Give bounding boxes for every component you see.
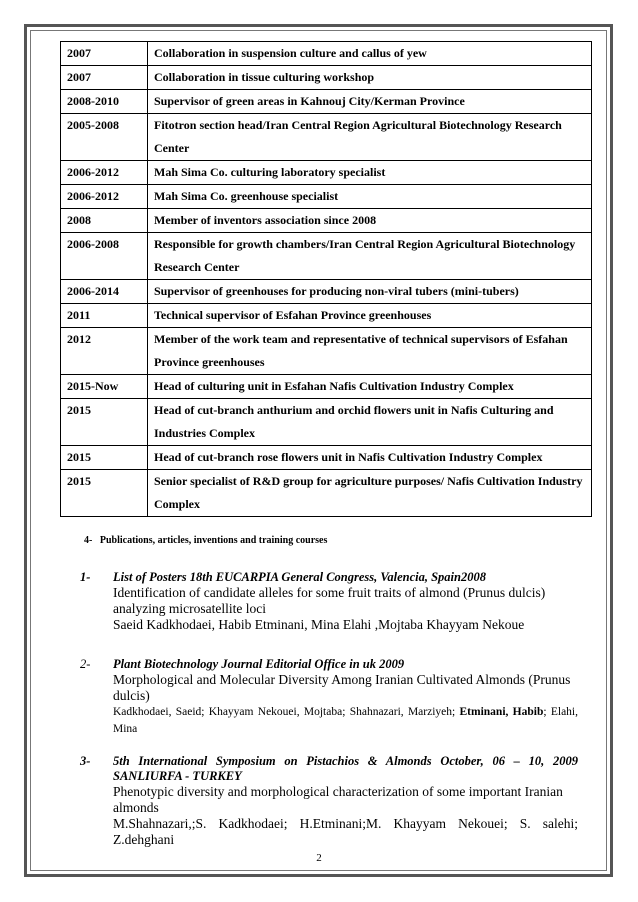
table-row bbox=[61, 42, 592, 66]
publication-number: 3- bbox=[80, 754, 91, 768]
year-cell: 2006-2008 bbox=[61, 233, 148, 280]
authors-highlight: Etminani, Habib bbox=[459, 706, 544, 718]
table-row bbox=[61, 90, 592, 114]
description-cell: Head of cut-branch rose flowers unit in Nafis Cultivation Industry Complex bbox=[148, 446, 592, 470]
description-cell: Collaboration in tissue culturing workshop bbox=[148, 66, 592, 90]
table-row bbox=[61, 280, 592, 304]
table-row bbox=[61, 209, 592, 233]
table-row bbox=[61, 399, 592, 446]
year-cell: 2008 bbox=[61, 209, 148, 233]
section-heading bbox=[84, 535, 327, 546]
publication-authors: Saeid Kadkhodaei, Habib Etminani, Mina Elahi ,Mojtaba Khayyam Nekoue bbox=[113, 617, 525, 632]
table-row bbox=[61, 446, 592, 470]
description-cell: Member of inventors association since 2008 bbox=[148, 209, 592, 233]
description-cell: Collaboration in suspension culture and callus of yew bbox=[148, 42, 592, 66]
section-title: Publications, articles, inventions and training courses bbox=[99, 535, 328, 546]
year-cell: 2011 bbox=[61, 304, 148, 328]
year-cell: 2015 bbox=[61, 399, 148, 446]
publication-authors: M.Shahnazari,;S. Kadkhodaei; H.Etminani;M. Khayyam Nekouei; S. salehi; Z.dehghani bbox=[113, 816, 578, 847]
page-number: 2 bbox=[316, 852, 322, 864]
year-cell: 2005-2008 bbox=[61, 114, 148, 161]
description-cell: Mah Sima Co. greenhouse specialist bbox=[148, 185, 592, 209]
publication-title: Identification of candidate alleles for some fruit traits of almond (Prunus dulcis) analyzing microsatellite loci bbox=[113, 585, 546, 616]
year-cell: 2012 bbox=[61, 328, 148, 375]
year-cell: 2015 bbox=[61, 470, 148, 517]
publication-source: Plant Biotechnology Journal Editorial Office in uk 2009 bbox=[113, 657, 405, 671]
description-cell: Supervisor of green areas in Kahnouj City/Kerman Province bbox=[148, 90, 592, 114]
description-cell: Senior specialist of R&D group for agriculture purposes/ Nafis Cultivation Industry Complex bbox=[148, 470, 592, 517]
year-cell: 2006-2012 bbox=[61, 161, 148, 185]
publication-title: Phenotypic diversity and morphological characterization of some important Iranian almonds bbox=[113, 784, 563, 815]
table-row bbox=[61, 304, 592, 328]
year-cell: 2007 bbox=[61, 66, 148, 90]
publication-title: Morphological and Molecular Diversity Among Iranian Cultivated Almonds (Prunus dulcis) bbox=[113, 672, 571, 703]
table-row bbox=[61, 470, 592, 517]
section-number: 4- bbox=[84, 535, 93, 546]
table-row bbox=[61, 375, 592, 399]
publication-item bbox=[80, 657, 578, 738]
year-cell: 2007 bbox=[61, 42, 148, 66]
table-row bbox=[61, 185, 592, 209]
year-cell: 2008-2010 bbox=[61, 90, 148, 114]
description-cell: Supervisor of greenhouses for producing non-viral tubers (mini-tubers) bbox=[148, 280, 592, 304]
publication-source: List of Posters 18th EUCARPIA General Congress, Valencia, Spain2008 bbox=[113, 570, 486, 584]
publication-item bbox=[80, 754, 578, 848]
experience-table bbox=[60, 41, 592, 517]
year-cell: 2015 bbox=[61, 446, 148, 470]
description-cell: Responsible for growth chambers/Iran Central Region Agricultural Biotechnology Research Center bbox=[148, 233, 592, 280]
description-cell: Mah Sima Co. culturing laboratory specialist bbox=[148, 161, 592, 185]
description-cell: Head of cut-branch anthurium and orchid flowers unit in Nafis Culturing and Industries Complex bbox=[148, 399, 592, 446]
description-cell: Fitotron section head/Iran Central Region Agricultural Biotechnology Research Center bbox=[148, 114, 592, 161]
description-cell: Head of culturing unit in Esfahan Nafis Cultivation Industry Complex bbox=[148, 375, 592, 399]
year-cell: 2015-Now bbox=[61, 375, 148, 399]
year-cell: 2006-2014 bbox=[61, 280, 148, 304]
publication-item bbox=[80, 570, 578, 633]
table-row bbox=[61, 161, 592, 185]
table-row bbox=[61, 114, 592, 161]
description-cell: Technical supervisor of Esfahan Province greenhouses bbox=[148, 304, 592, 328]
year-cell: 2006-2012 bbox=[61, 185, 148, 209]
table-row bbox=[61, 233, 592, 280]
authors-part: ; Elahi, Mina bbox=[113, 706, 578, 735]
publication-number: 2- bbox=[80, 657, 91, 671]
publication-source: 5th International Symposium on Pistachios & Almonds October, 06 – 10, 2009 SANLIURFA - TURKEY bbox=[113, 754, 578, 783]
publication-number: 1- bbox=[80, 570, 91, 584]
publication-authors bbox=[84, 704, 578, 738]
authors-part: Kadkhodaei, Saeid; Khayyam Nekouei, Mojtaba; Shahnazari, Marziyeh; bbox=[113, 706, 460, 718]
table-row bbox=[61, 66, 592, 90]
description-cell: Member of the work team and representative of technical supervisors of Esfahan Province greenhouses bbox=[148, 328, 592, 375]
table-row bbox=[61, 328, 592, 375]
